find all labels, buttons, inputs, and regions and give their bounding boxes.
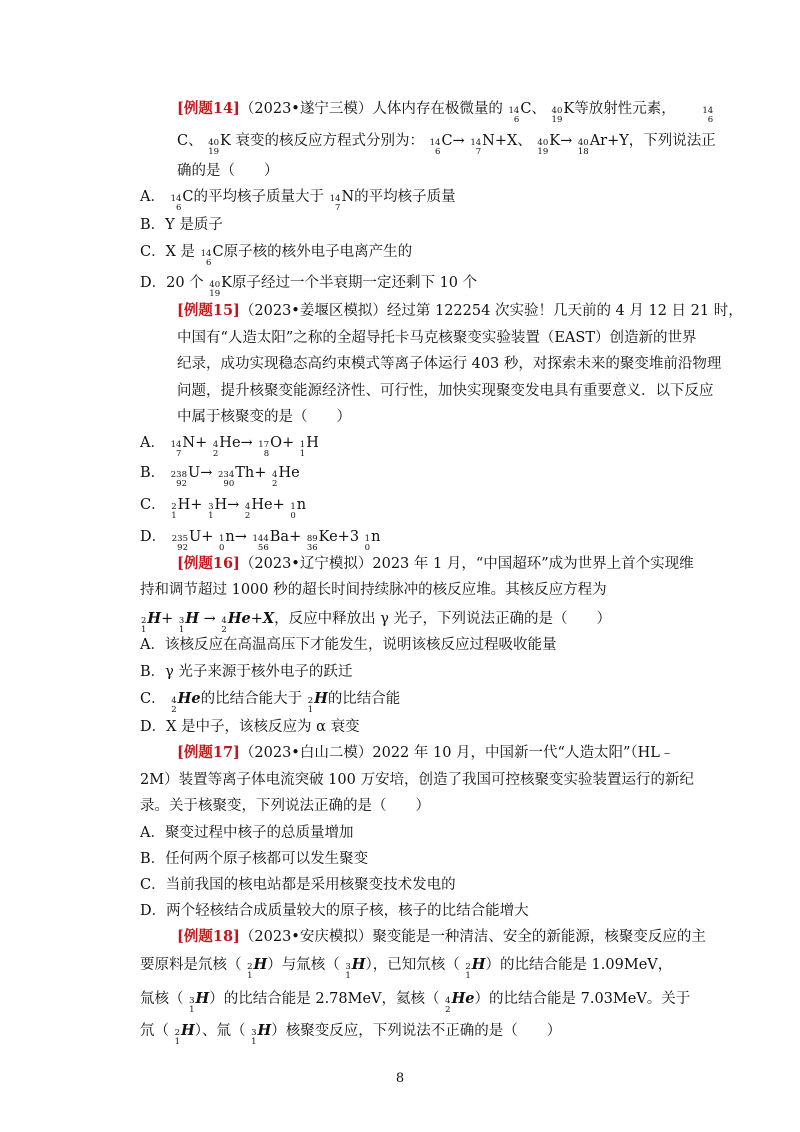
q17-option-b: B．任何两个原子核都可以发生聚变 (140, 851, 369, 867)
q18-line-3: 氚核（ 3 1 H）的比结合能是 2.78MeV，氦核（ 4 2 He）的比结合能是 7.03MeV。关于 (140, 990, 691, 1015)
q14-source: （2023•遂宁三模） (239, 101, 373, 117)
q17-line-2: 2M）装置等离子体电流突破 100 万安培，创造了我国可控核聚变实验装置运行的新纪 (140, 772, 694, 788)
nuclide-k40: 40 19 K (551, 101, 575, 125)
nuclide-c14: 14 6 C (200, 244, 224, 268)
q16-line-2: 持和调节超过 1000 秒的超长时间持续脉冲的核反应堆。其核反应方程为 (140, 582, 607, 598)
nuclide-ar40: 40 18 (577, 137, 589, 157)
q16-option-b: B．γ 光子来源于核外电子的跃迁 (140, 664, 353, 680)
q14-line-1: [例题14]（2023•遂宁三模）人体内存在极微量的 14 6 C、 40 19 K等放射性元素， 14 6 (177, 100, 714, 125)
nuclide-n14: 14 7 N (329, 189, 355, 213)
q17-option-c: C．当前我国的核电站都是采用核聚变技术发电的 (140, 877, 456, 893)
q17-tag: [例题17] (177, 744, 240, 761)
q14-option-c: C．X 是 14 6 C原子核的核外电子电离产生的 (140, 241, 412, 268)
nuclide-k40: 40 19 K (209, 275, 232, 299)
q18-tag: [例题18] (177, 928, 240, 945)
q14-line-2: C、 40 19 K 衰变的核反应方程式分别为： 14 6 C→ 14 7 N+X、 40 19 K→ 40 18 Ar+Y，下列说法正 (177, 130, 716, 157)
q16-line-1: [例题16]（2023•辽宁模拟）2023 年 1 月，“中国超环”成为世界上首个实现维 (177, 555, 694, 572)
nuclide-k40: 40 19 K (208, 133, 231, 157)
q15-option-c: C． 2 1 H+ 3 1 H→ 4 2 He+ 1 0 n (140, 497, 307, 521)
nuclide-n14: 14 7 (470, 137, 482, 157)
q16-option-a: A．该核反应在高温高压下才能发生，说明该核反应过程吸收能量 (140, 637, 557, 653)
q17-option-a: A．聚变过程中核子的总质量增加 (140, 825, 354, 841)
q15-line-4: 问题，提升核聚变能源经济性、可行性，加快实现聚变发电具有重要意义．以下反应 (177, 383, 714, 399)
nuclide-c14: 14 6 C (429, 133, 453, 157)
nuclide-k40: 40 19 K (537, 133, 561, 157)
q14-option-d: D．20 个 40 19 K原子经过一个半衰期一定还剩下 10 个 (140, 272, 477, 299)
q15-tag: [例题15] (177, 302, 240, 319)
q18-line-4: 氘（ 2 1 H）、氚（ 3 1 H）核聚变反应，下列说法不正确的是（ ） (140, 1022, 562, 1047)
q15-option-a: A． 14 7 N+ 4 2 He→ 17 8 O+ 1 1 H (140, 435, 319, 459)
q14-tag: [例题14] (177, 100, 240, 117)
q18-line-1: [例题18]（2023•安庆模拟）聚变能是一种清洁、安全的新能源，核聚变反应的主 (177, 928, 706, 945)
q17-option-d: D．两个轻核结合成质量较大的原子核，核子的比结合能增大 (140, 903, 529, 919)
q18-line-2: 要原料是氘核（ 2 1 H）与氚核（ 3 1 H），已知氘核（ 2 1 H）的比结合能是 1.09MeV， (140, 956, 673, 981)
q15-line-2: 中国有“人造太阳”之称的全超导托卡马克核聚变实验装置（EAST）创造新的世界 (177, 330, 697, 346)
nuclide-c14-prefix: 14 6 (702, 105, 714, 125)
q16-option-d: D．X 是中子，该核反应为 α 衰变 (140, 719, 360, 735)
q15-line-3: 纪录，成功实现稳态高约束模式等离子体运行 403 秒，对探索未来的聚变堆前沿物理 (177, 356, 722, 372)
nuclide-c14: 14 6 C (170, 189, 194, 213)
q15-option-d: D． 235 92 U+ 1 0 n→ 144 56 Ba+ 89 36 Ke+3 1 0 n (140, 529, 381, 553)
q17-line-3: 录。关于核聚变，下列说法正确的是（ ） (140, 798, 430, 814)
q15-line-5: 中属于核聚变的是（ ） (177, 409, 351, 425)
q16-option-c: C． 4 2 He的比结合能大于 2 1 H的比结合能 (140, 690, 401, 715)
q17-line-1: [例题17]（2023•白山二模）2022 年 10 月，中国新一代“人造太阳”（HL﹣ (177, 744, 675, 761)
q14-option-b: B．Y 是质子 (140, 217, 223, 233)
q16-tag: [例题16] (177, 555, 240, 572)
q15-line-1: [例题15]（2023•姜堰区模拟）经过第 122254 次实验！几天前的 4 月 12 日 21 时， (177, 302, 743, 319)
q16-line-3: 2 1 H+ 3 1 H → 4 2 He+X，反应中释放出 γ 光子，下列说法正确的是（ ） (141, 610, 612, 635)
q14-option-a: A． 14 6 C的平均核子质量大于 14 7 N的平均核子质量 (140, 186, 456, 213)
nuclide-c14: 14 6 C (508, 101, 532, 125)
q15-option-b: B． 238 92 U→ 234 90 Th+ 4 2 He (140, 465, 300, 489)
page-number: 8 (395, 1071, 405, 1086)
q14-line-3: 确的是（ ） (177, 163, 279, 179)
